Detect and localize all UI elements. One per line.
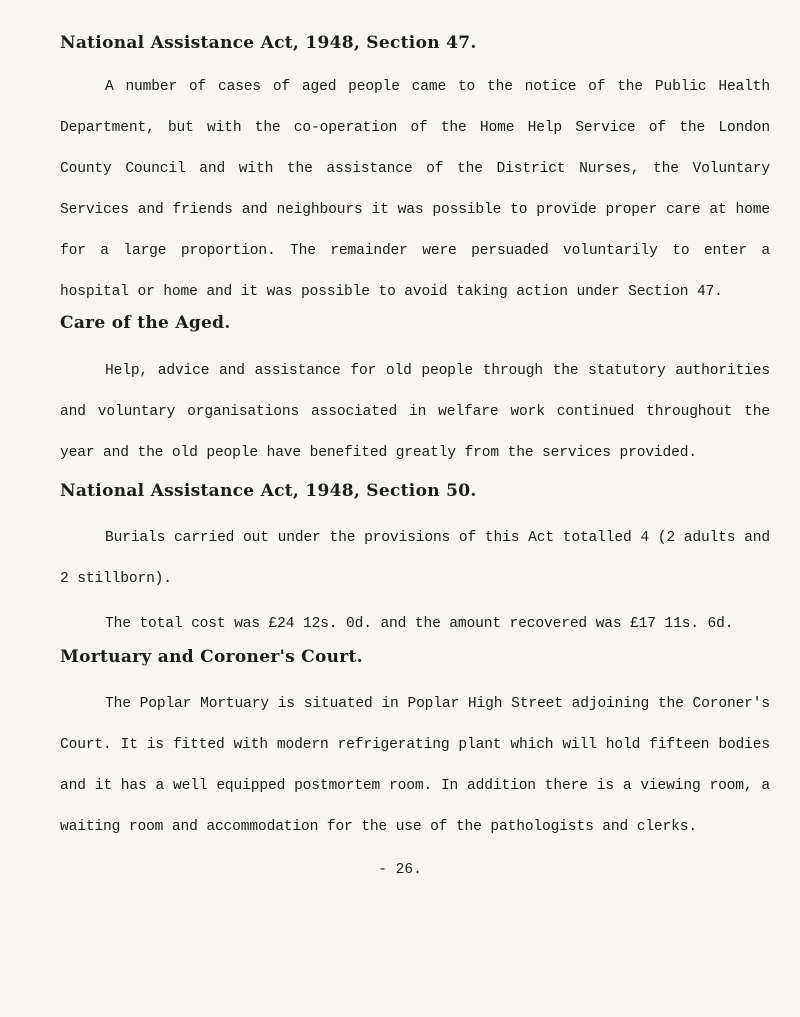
- section-heading-section-50: National Assistance Act, 1948, Section 50.: [60, 481, 477, 501]
- paragraph-section-47: A number of cases of aged people came to the notice of the Public Health Department, but with the co-operation of the Home Help Service of the London County Council and with the assistance of the District Nurses, the Voluntary Services and friends and neighbours it was possible to provide proper care at home for a large proportion. The remainder were persuaded voluntarily to enter a hospital or home and it was possible to avoid taking action under Section 47.: [60, 79, 770, 300]
- paragraph-total-cost: The total cost was £24 12s. 0d. and the amount recovered was £17 11s. 6d.: [105, 616, 734, 632]
- paragraph-burials: Burials carried out under the provisions of this Act totalled 4 (2 adults and 2 stillborn).: [60, 530, 770, 587]
- page-number: - 26.: [378, 862, 422, 878]
- section-heading-care-of-aged: Care of the Aged.: [60, 313, 231, 333]
- paragraph-mortuary: The Poplar Mortuary is situated in Poplar High Street adjoining the Coroner's Court. It is fitted with modern refrigerating plant which will hold fifteen bodies and it has a well equipped postmortem room. In addition there is a viewing room, a waiting room and accommodation for the use of the pathologists and clerks.: [60, 696, 770, 835]
- section-heading-section-47: National Assistance Act, 1948, Section 47.: [60, 33, 477, 53]
- section-heading-mortuary: Mortuary and Coroner's Court.: [60, 647, 363, 667]
- paragraph-care-of-aged: Help, advice and assistance for old people through the statutory authorities and voluntary organisations associated in welfare work continued throughout the year and the old people have benefited greatly from the services provided.: [60, 363, 770, 461]
